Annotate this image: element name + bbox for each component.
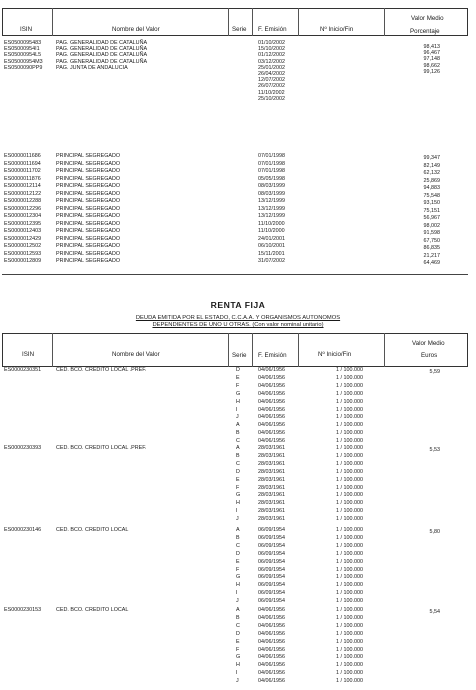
range-cell: 1 / 100.000 — [336, 638, 363, 645]
table1-header-divider — [298, 8, 299, 36]
range-cell: 1 / 100.000 — [336, 492, 363, 499]
isin-cell: ES0000012403 — [4, 228, 42, 234]
isin-cell: ES05000954L5 — [4, 52, 42, 59]
table2-header-divider — [252, 333, 253, 367]
header-inicio: Nº Inicio/Fin — [318, 351, 352, 358]
date-cell: 04/06/1956 — [258, 622, 285, 629]
date-cell: 07/01/1998 — [258, 160, 285, 167]
serie-cell: A — [236, 445, 240, 451]
range-cell: 1 / 100.000 — [336, 630, 363, 637]
table2-header-box — [2, 333, 468, 367]
date-cell: 28/03/1961 — [258, 452, 285, 459]
range-cell: 1 / 100.000 — [336, 398, 363, 405]
range-cell: 1 / 100.000 — [336, 422, 363, 429]
date-cell: 06/09/1954 — [258, 582, 285, 589]
value-cell: 97,148 — [423, 56, 440, 63]
value-cell: 75,151 — [423, 207, 440, 214]
serie-cell: A — [236, 607, 240, 613]
serie-cell: D — [236, 550, 240, 557]
value-cell: 96,467 — [423, 50, 440, 57]
section-subtitle-1: DEUDA EMITIDA POR EL ESTADO, C.C.A.A. Y ORGANISMOS AUTONOMOS — [135, 315, 341, 321]
serie-cell: C — [236, 438, 240, 445]
range-cell: 1 / 100.000 — [336, 445, 363, 451]
section-subtitle-2: DEPENDIENTES DE UNO U OTRAS. (Con valor nominal unitario) — [152, 322, 324, 328]
serie-cell: E — [236, 558, 240, 565]
table1-header-divider — [384, 8, 385, 36]
name-cell: PRINCIPAL SEGREGADO — [56, 205, 121, 212]
range-cell: 1 / 100.000 — [336, 508, 363, 515]
value-cell: 25,869 — [423, 177, 440, 184]
serie-cell: I — [236, 508, 238, 515]
isin-cell: ES0000012809 — [4, 258, 42, 264]
date-cell: 04/06/1956 — [258, 678, 285, 685]
date-cell: 11/10/2000 — [258, 220, 285, 227]
date-cell: 08/03/1999 — [258, 183, 285, 189]
date-cell: 04/06/1956 — [258, 638, 285, 645]
isin-cell: ES0000012114 — [4, 183, 41, 189]
range-cell: 1 / 100.000 — [336, 542, 363, 549]
name-cell: PRINCIPAL SEGREGADO — [56, 198, 121, 204]
date-cell: 28/03/1961 — [258, 484, 285, 491]
serie-cell: E — [236, 374, 240, 381]
range-cell: 1 / 100.000 — [336, 500, 363, 507]
table1-header-divider — [52, 8, 53, 36]
date-cell: 06/09/1954 — [258, 527, 285, 533]
date-cell: 28/03/1961 — [258, 516, 285, 523]
value-cell: 91,598 — [423, 230, 440, 236]
serie-cell: B — [236, 452, 240, 459]
date-cell: 26/07/2002 — [258, 83, 285, 90]
range-cell: 1 / 100.000 — [336, 550, 363, 557]
date-cell: 06/09/1954 — [258, 550, 285, 557]
serie-cell: H — [236, 662, 240, 669]
range-cell: 1 / 100.000 — [336, 566, 363, 573]
name-cell: PAG. GENERALIDAD DE CATALUÑA — [56, 46, 148, 53]
date-cell: 24/01/2001 — [258, 235, 285, 242]
serie-cell: B — [236, 430, 240, 437]
date-cell: 04/06/1956 — [258, 646, 285, 653]
name-cell: PRINCIPAL SEGREGADO — [56, 160, 121, 167]
value-cell: 5,59 — [429, 369, 440, 375]
range-cell: 1 / 100.000 — [336, 534, 363, 541]
value-cell: 99,347 — [423, 155, 440, 161]
date-cell: 06/09/1954 — [258, 534, 285, 541]
value-cell: 98,002 — [423, 222, 440, 229]
range-cell: 1 / 100.000 — [336, 382, 363, 389]
date-cell: 11/10/2000 — [258, 228, 285, 234]
range-cell: 1 / 100.000 — [336, 438, 363, 445]
serie-cell: B — [236, 534, 240, 541]
value-cell: 21,217 — [423, 252, 440, 259]
serie-cell: I — [236, 406, 238, 413]
name-cell: PAG. GENERALIDAD DE CATALUÑA — [56, 40, 148, 46]
isin-cell: ES0000012304 — [4, 213, 42, 219]
value-cell: 82,149 — [423, 162, 440, 169]
value-cell: 67,750 — [423, 237, 440, 244]
range-cell: 1 / 100.000 — [336, 367, 363, 373]
value-cell: 5,80 — [429, 529, 440, 535]
serie-cell: J — [236, 516, 239, 523]
isin-cell: ES0500095483 — [4, 40, 42, 46]
date-cell: 04/06/1956 — [258, 374, 285, 381]
name-cell: PRINCIPAL SEGREGADO — [56, 258, 121, 264]
range-cell: 1 / 100.000 — [336, 484, 363, 491]
table2-header-divider — [228, 333, 229, 367]
name-cell: PRINCIPAL SEGREGADO — [56, 243, 121, 249]
header-valor-medio: Valor Medio — [411, 15, 444, 22]
header-inicio: Nº Inicio/Fin — [320, 26, 354, 33]
isin-cell: ES0000012296 — [4, 205, 42, 212]
isin-cell: ES0000230351 — [4, 367, 42, 373]
header-serie: Serie — [232, 26, 247, 33]
date-cell: 28/03/1961 — [258, 468, 285, 475]
name-cell: CED. BCO. CREDITO LOCAL .PREF. — [56, 445, 147, 451]
isin-cell: ES05000954M3 — [4, 58, 43, 65]
table2-header-divider — [52, 333, 53, 367]
range-cell: 1 / 100.000 — [336, 614, 363, 621]
date-cell: 03/12/2002 — [258, 58, 285, 65]
range-cell: 1 / 100.000 — [336, 574, 363, 581]
value-cell: 5,54 — [429, 609, 440, 615]
serie-cell: F — [236, 484, 240, 491]
serie-cell: C — [236, 460, 240, 467]
header-porcentaje: Porcentaje — [410, 28, 440, 35]
name-cell: CED. BCO. CREDITO LOCAL .PREF. — [56, 367, 147, 373]
header-emision: F. Emisión — [258, 352, 287, 359]
serie-cell: H — [236, 500, 240, 507]
serie-cell: H — [236, 398, 240, 405]
serie-cell: B — [236, 614, 240, 621]
serie-cell: A — [236, 527, 240, 533]
range-cell: 1 / 100.000 — [336, 678, 363, 685]
date-cell: 04/06/1956 — [258, 382, 285, 389]
serie-cell: G — [236, 390, 241, 397]
table2-header-divider — [384, 333, 385, 367]
value-cell: 93,150 — [423, 200, 440, 206]
serie-cell: J — [236, 598, 239, 605]
name-cell: PRINCIPAL SEGREGADO — [56, 220, 121, 227]
date-cell: 06/10/2001 — [258, 243, 285, 249]
range-cell: 1 / 100.000 — [336, 390, 363, 397]
header-isin: ISIN — [22, 351, 35, 358]
serie-cell: D — [236, 367, 240, 373]
isin-cell: ES0000012395 — [4, 220, 42, 227]
value-cell: 62,132 — [423, 170, 440, 176]
date-cell: 04/06/1956 — [258, 614, 285, 621]
serie-cell: D — [236, 630, 240, 637]
name-cell: PRINCIPAL SEGREGADO — [56, 153, 121, 159]
isin-cell: ES0000230146 — [4, 527, 42, 533]
table1-bottom-rule — [2, 274, 468, 275]
header-isin: ISIN — [20, 26, 33, 33]
serie-cell: I — [236, 590, 238, 597]
serie-cell: G — [236, 574, 241, 581]
section-title: RENTA FIJA — [210, 300, 266, 310]
header-valor-medio: Valor Medio — [412, 340, 445, 347]
date-cell: 06/09/1954 — [258, 558, 285, 565]
range-cell: 1 / 100.000 — [336, 516, 363, 523]
range-cell: 1 / 100.000 — [336, 406, 363, 413]
name-cell: PRINCIPAL SEGREGADO — [56, 175, 121, 182]
value-cell: 56,967 — [423, 215, 440, 221]
date-cell: 04/06/1956 — [258, 654, 285, 661]
date-cell: 04/06/1956 — [258, 422, 285, 429]
range-cell: 1 / 100.000 — [336, 582, 363, 589]
date-cell: 04/06/1956 — [258, 630, 285, 637]
range-cell: 1 / 100.000 — [336, 607, 363, 613]
date-cell: 06/09/1954 — [258, 590, 285, 597]
date-cell: 04/06/1956 — [258, 670, 285, 677]
header-nombre: Nombre del Valor — [112, 26, 160, 33]
date-cell: 11/10/2002 — [258, 89, 285, 96]
date-cell: 13/12/1999 — [258, 205, 285, 212]
serie-cell: G — [236, 492, 241, 499]
date-cell: 28/03/1961 — [258, 500, 285, 507]
name-cell: PRINCIPAL SEGREGADO — [56, 213, 121, 219]
range-cell: 1 / 100.000 — [336, 476, 363, 483]
name-cell: PRINCIPAL SEGREGADO — [56, 250, 121, 257]
date-cell: 04/06/1956 — [258, 367, 285, 373]
isin-cell: ES0000012429 — [4, 235, 42, 242]
name-cell: CED. BCO. CREDITO LOCAL — [56, 607, 129, 613]
serie-cell: G — [236, 654, 241, 661]
date-cell: 13/12/1999 — [258, 198, 285, 204]
table2-header-divider — [298, 333, 299, 367]
value-cell: 5,53 — [429, 447, 440, 453]
range-cell: 1 / 100.000 — [336, 527, 363, 533]
name-cell: PRINCIPAL SEGREGADO — [56, 235, 121, 242]
name-cell: PRINCIPAL SEGREGADO — [56, 190, 121, 197]
isin-cell: ES0000012288 — [4, 198, 42, 204]
name-cell: PRINCIPAL SEGREGADO — [56, 228, 121, 234]
range-cell: 1 / 100.000 — [336, 414, 363, 421]
serie-cell: A — [236, 422, 240, 429]
serie-cell: C — [236, 622, 240, 629]
isin-cell: ES0000011694 — [4, 160, 41, 167]
isin-cell: ES0000012593 — [4, 250, 42, 257]
serie-cell: D — [236, 468, 240, 475]
date-cell: 25/10/2002 — [258, 95, 285, 102]
range-cell: 1 / 100.000 — [336, 590, 363, 597]
date-cell: 01/12/2002 — [258, 52, 285, 59]
date-cell: 12/07/2002 — [258, 77, 285, 84]
header-emision: F. Emisión — [258, 26, 287, 33]
range-cell: 1 / 100.000 — [336, 430, 363, 437]
serie-cell: F — [236, 382, 240, 389]
name-cell: PRINCIPAL SEGREGADO — [56, 183, 121, 189]
serie-cell: E — [236, 476, 240, 483]
range-cell: 1 / 100.000 — [336, 468, 363, 475]
isin-cell: ES0000230393 — [4, 445, 42, 451]
serie-cell: J — [236, 678, 239, 685]
isin-cell: ES0000011702 — [4, 168, 41, 174]
isin-cell: ES05000954I1 — [4, 46, 40, 53]
value-cell: 75,548 — [423, 192, 440, 199]
value-cell: 64,469 — [423, 260, 440, 266]
name-cell: PAG. GENERALIDAD DE CATALUÑA — [56, 58, 148, 65]
name-cell: PAG. JUNTA DE ANDALUCIA — [56, 64, 128, 71]
date-cell: 25/01/2002 — [258, 64, 285, 71]
range-cell: 1 / 100.000 — [336, 460, 363, 467]
date-cell: 13/12/1999 — [258, 213, 285, 219]
range-cell: 1 / 100.000 — [336, 598, 363, 605]
value-cell: 99,126 — [423, 68, 440, 75]
value-cell: 98,413 — [423, 44, 440, 50]
isin-cell: ES0000011686 — [4, 153, 41, 159]
range-cell: 1 / 100.000 — [336, 622, 363, 629]
table1-header-divider — [228, 8, 229, 36]
value-cell: 94,883 — [423, 185, 440, 191]
serie-cell: H — [236, 582, 240, 589]
header-euros: Euros — [421, 352, 438, 359]
date-cell: 04/06/1956 — [258, 438, 285, 445]
date-cell: 04/06/1956 — [258, 607, 285, 613]
date-cell: 28/03/1961 — [258, 508, 285, 515]
date-cell: 04/06/1956 — [258, 414, 285, 421]
serie-cell: J — [236, 414, 239, 421]
name-cell: PAG. GENERALIDAD DE CATALUÑA — [56, 52, 148, 59]
date-cell: 07/01/1998 — [258, 153, 285, 159]
date-cell: 15/11/2001 — [258, 250, 285, 257]
header-serie: Serie — [232, 352, 247, 359]
date-cell: 26/04/2002 — [258, 71, 285, 77]
date-cell: 28/03/1961 — [258, 445, 285, 451]
serie-cell: C — [236, 542, 240, 549]
isin-cell: ES0000011876 — [4, 175, 41, 182]
range-cell: 1 / 100.000 — [336, 662, 363, 669]
range-cell: 1 / 100.000 — [336, 654, 363, 661]
table1-header-divider — [252, 8, 253, 36]
date-cell: 28/03/1961 — [258, 492, 285, 499]
range-cell: 1 / 100.000 — [336, 558, 363, 565]
date-cell: 06/09/1954 — [258, 598, 285, 605]
date-cell: 06/09/1954 — [258, 542, 285, 549]
date-cell: 04/06/1956 — [258, 398, 285, 405]
isin-cell: ES0000230153 — [4, 607, 42, 613]
serie-cell: F — [236, 566, 240, 573]
isin-cell: ES0000012122 — [4, 190, 42, 197]
date-cell: 06/09/1954 — [258, 574, 285, 581]
header-nombre: Nombre del Valor — [112, 351, 160, 358]
date-cell: 04/06/1956 — [258, 406, 285, 413]
name-cell: PRINCIPAL SEGREGADO — [56, 168, 121, 174]
date-cell: 04/06/1956 — [258, 430, 285, 437]
date-cell: 01/10/2002 — [258, 40, 285, 46]
date-cell: 06/09/1954 — [258, 566, 285, 573]
date-cell: 07/01/1998 — [258, 168, 285, 174]
isin-cell: ES0000012502 — [4, 243, 42, 249]
date-cell: 05/05/1998 — [258, 175, 285, 182]
isin-cell: ES0500090PP9 — [4, 64, 43, 71]
value-cell: 98,662 — [423, 62, 440, 69]
date-cell: 08/03/1999 — [258, 190, 285, 197]
date-cell: 31/07/2002 — [258, 258, 285, 264]
range-cell: 1 / 100.000 — [336, 374, 363, 381]
date-cell: 15/10/2002 — [258, 46, 285, 53]
date-cell: 04/06/1956 — [258, 390, 285, 397]
serie-cell: I — [236, 670, 238, 677]
date-cell: 28/03/1961 — [258, 476, 285, 483]
date-cell: 04/06/1956 — [258, 662, 285, 669]
range-cell: 1 / 100.000 — [336, 670, 363, 677]
range-cell: 1 / 100.000 — [336, 452, 363, 459]
name-cell: CED. BCO. CREDITO LOCAL — [56, 527, 129, 533]
date-cell: 28/03/1961 — [258, 460, 285, 467]
value-cell: 86,835 — [423, 245, 440, 251]
serie-cell: E — [236, 638, 240, 645]
serie-cell: F — [236, 646, 240, 653]
range-cell: 1 / 100.000 — [336, 646, 363, 653]
